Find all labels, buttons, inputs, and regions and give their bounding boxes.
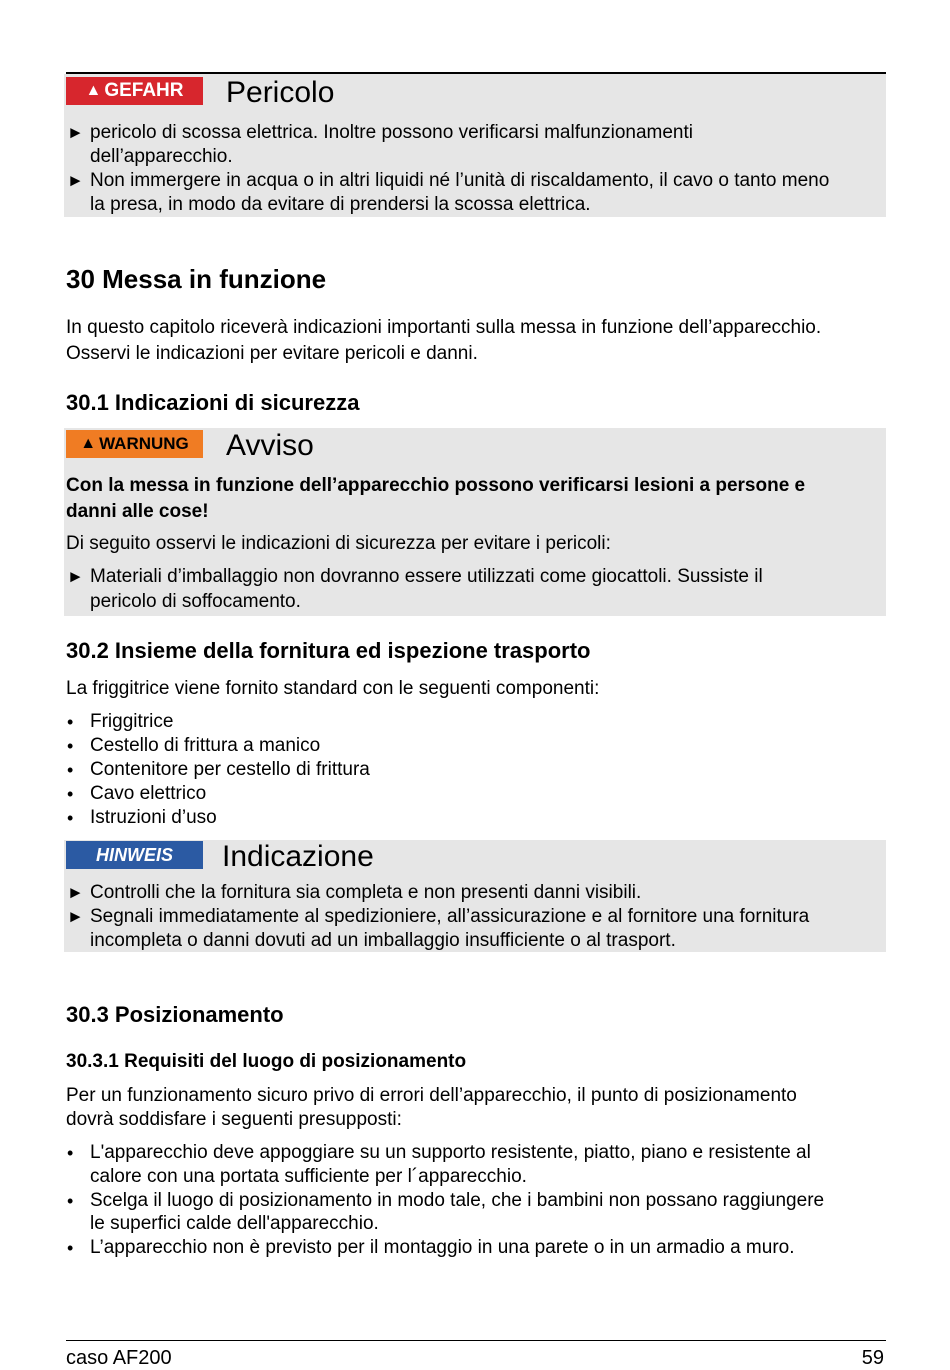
notice-item-2-line-2: incompleta o danni dovuti ad un imballaggio insufficiente o al trasport.: [90, 930, 676, 951]
requirement-1-line-2: calore con una portata sufficiente per l´apparecchio.: [90, 1166, 527, 1187]
warning-triangle-icon: ▲: [80, 435, 97, 452]
bullet-dot-icon: •: [67, 736, 74, 756]
danger-item-1-line-1: pericolo di scossa elettrica. Inoltre possono verificarsi malfunzionamenti: [90, 122, 693, 143]
danger-badge: [66, 77, 203, 105]
list-item: Friggitrice: [90, 711, 174, 732]
section-30-1-heading: 30.1 Indicazioni di sicurezza: [66, 390, 360, 415]
bullet-dot-icon: •: [67, 808, 74, 828]
warning-title: Avviso: [226, 429, 314, 462]
danger-item-2-line-2: la presa, in modo da evitare di prendersi la scossa elettrica.: [90, 194, 591, 215]
section-30-heading: 30 Messa in funzione: [66, 264, 327, 294]
notice-badge: HINWEIS: [66, 841, 203, 869]
section-30-intro-line-1: In questo capitolo riceverà indicazioni importanti sulla messa in funzione dell’apparecchio.: [66, 317, 822, 338]
list-item: Contenitore per cestello di frittura: [90, 759, 370, 780]
section-30-3-intro-line-1: Per un funzionamento sicuro privo di errori dell’apparecchio, il punto di posizionamento: [66, 1085, 797, 1106]
requirement-2-line-1: Scelga il luogo di posizionamento in modo tale, che i bambini non possano raggiungere: [90, 1190, 825, 1211]
warning-text: Di seguito osservi le indicazioni di sicurezza per evitare i pericoli:: [66, 533, 611, 554]
arrow-bullet-icon: ►: [67, 907, 84, 926]
bullet-dot-icon: •: [67, 760, 74, 780]
list-item: Cavo elettrico: [90, 783, 207, 804]
list-item: Cestello di frittura a manico: [90, 735, 321, 756]
warning-badge: [66, 430, 203, 458]
requirement-1-line-1: L'apparecchio deve appoggiare su un supporto resistente, piatto, piano e resistente al: [90, 1142, 811, 1163]
section-30-2-intro: La friggitrice viene fornito standard con le seguenti componenti:: [66, 678, 600, 699]
arrow-bullet-icon: ►: [67, 883, 84, 902]
arrow-bullet-icon: ►: [67, 123, 84, 142]
warning-triangle-icon: ▲: [85, 82, 102, 99]
warning-badge-label: WARNUNG: [99, 434, 189, 453]
section-30-3-1-heading: 30.3.1 Requisiti del luogo di posizionamento: [66, 1051, 467, 1072]
notice-item-2-line-1: Segnali immediatamente al spedizioniere, all’assicurazione e al fornitore una fornitura: [90, 906, 810, 927]
bullet-dot-icon: •: [67, 784, 74, 804]
section-30-2-heading: 30.2 Insieme della fornitura ed ispezione trasporto: [66, 638, 591, 663]
list-item: Istruzioni d’uso: [90, 807, 217, 828]
section-30-3-heading: 30.3 Posizionamento: [66, 1002, 284, 1027]
requirement-3-line-1: L’apparecchio non è previsto per il montaggio in una parete o in un armadio a muro.: [90, 1237, 795, 1258]
notice-title: Indicazione: [222, 840, 374, 873]
bullet-dot-icon: •: [67, 712, 74, 732]
requirement-2-line-2: le superfici calde dell'apparecchio.: [90, 1213, 379, 1234]
section-30-intro-line-2: Osservi le indicazioni per evitare pericoli e danni.: [66, 343, 478, 364]
warning-item-1-line-1: Materiali d’imballaggio non dovranno essere utilizzati come giocattoli. Sussiste il: [90, 566, 763, 587]
warning-item-1-line-2: pericolo di soffocamento.: [90, 591, 301, 612]
bullet-dot-icon: •: [67, 1143, 74, 1163]
footer-rule: [66, 1340, 886, 1341]
danger-item-2-line-1: Non immergere in acqua o in altri liquidi né l’unità di riscaldamento, il cavo o tanto meno: [90, 170, 830, 191]
warning-bold-line-2: danni alle cose!: [66, 501, 209, 522]
arrow-bullet-icon: ►: [67, 171, 84, 190]
bullet-dot-icon: •: [67, 1238, 74, 1258]
footer-page-number: 59: [861, 1347, 884, 1369]
danger-badge-label: GEFAHR: [104, 80, 184, 101]
footer-product: caso AF200: [66, 1347, 172, 1369]
danger-item-1-line-2: dell’apparecchio.: [90, 146, 233, 167]
warning-bold-line-1: Con la messa in funzione dell’apparecchio possono verificarsi lesioni a persone e: [66, 475, 806, 496]
notice-item-1-line-1: Controlli che la fornitura sia completa e non presenti danni visibili.: [90, 882, 642, 903]
bullet-dot-icon: •: [67, 1191, 74, 1211]
danger-title: Pericolo: [226, 76, 335, 109]
arrow-bullet-icon: ►: [67, 567, 84, 586]
section-30-3-intro-line-2: dovrà soddisfare i seguenti presupposti:: [66, 1109, 402, 1130]
